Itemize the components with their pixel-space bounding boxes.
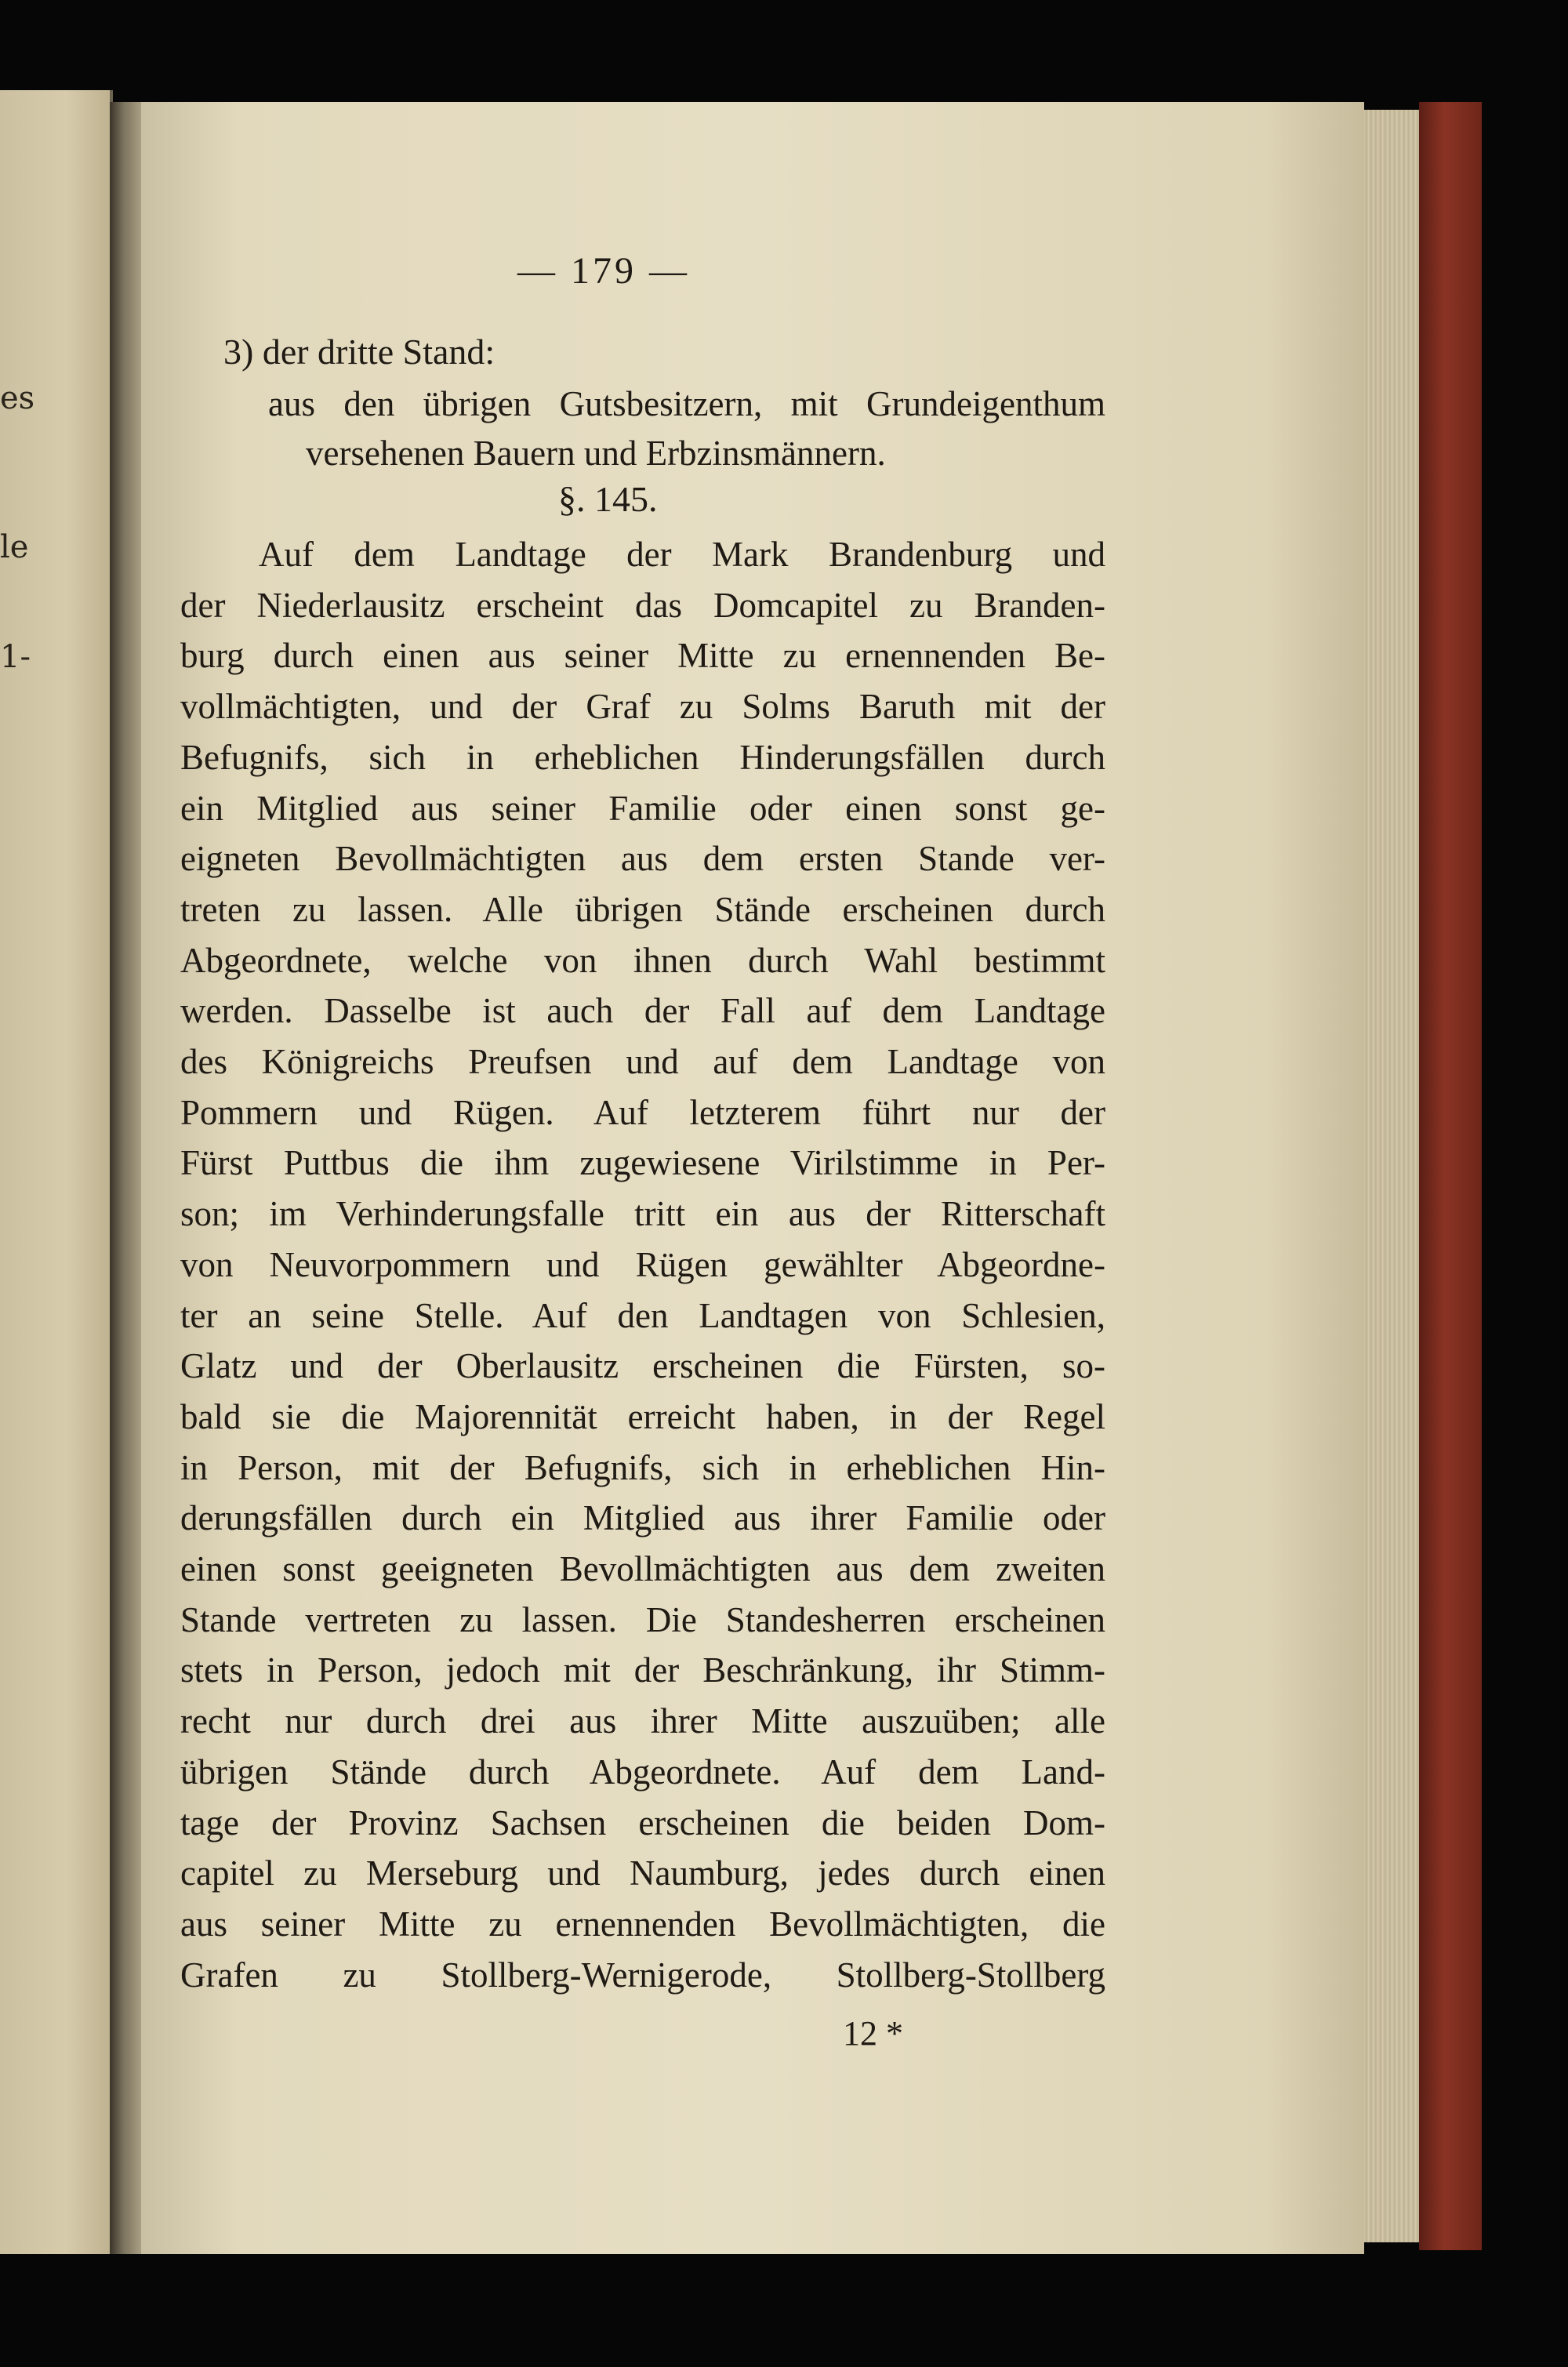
paragraph-line: burg durch einen aus seiner Mitte zu ernennenden Be- bbox=[180, 638, 1105, 675]
paragraph-line: son; im Verhinderungsfalle tritt ein aus der Ritterschaft bbox=[180, 1196, 1105, 1233]
paragraph-line: capitel zu Merseburg und Naumburg, jedes durch einen bbox=[180, 1856, 1105, 1893]
paragraph-line: aus seiner Mitte zu ernennenden Bevollmächtigten, die bbox=[180, 1907, 1105, 1944]
paragraph-line: Befugnifs, sich in erheblichen Hinderungsfällen durch bbox=[180, 740, 1105, 777]
page-block-edges bbox=[1364, 110, 1419, 2242]
paragraph-line: tage der Provinz Sachsen erscheinen die beiden Dom- bbox=[180, 1806, 1105, 1842]
left-fragment: le bbox=[0, 529, 29, 565]
paragraph-line: Glatz und der Oberlausitz erscheinen die Fürsten, so- bbox=[180, 1349, 1105, 1385]
paragraph-line: in Person, mit der Befugnifs, sich in erheblichen Hin- bbox=[180, 1450, 1105, 1487]
paragraph-line: der Niederlausitz erscheint das Domcapitel zu Branden- bbox=[180, 588, 1105, 625]
paragraph-line: recht nur durch drei aus ihrer Mitte auszuüben; alle bbox=[180, 1704, 1105, 1741]
paragraph-line: von Neuvorpommern und Rügen gewählter Abgeordne- bbox=[180, 1247, 1105, 1284]
paragraph-line: eigneten Bevollmächtigten aus dem ersten Stande ver- bbox=[180, 841, 1105, 878]
paragraph-line: übrigen Stände durch Abgeordnete. Auf dem Land- bbox=[180, 1755, 1105, 1792]
paragraph-line: ter an seine Stelle. Auf den Landtagen von Schlesien, bbox=[180, 1298, 1105, 1335]
page-number: — 179 — bbox=[517, 250, 690, 292]
book-cover bbox=[1419, 102, 1482, 2250]
paragraph-line: Auf dem Landtage der Mark Brandenburg und bbox=[259, 537, 1105, 574]
section-heading: §. 145. bbox=[558, 479, 658, 519]
book-gutter bbox=[110, 102, 145, 2254]
paragraph-line: werden. Dasselbe ist auch der Fall auf dem Landtage bbox=[180, 993, 1105, 1030]
previous-page-edge bbox=[0, 90, 113, 2254]
paragraph-line: Grafen zu Stollberg-Wernigerode, Stollberg-Stollberg bbox=[180, 1958, 1105, 1995]
paragraph-line: vollmächtigten, und der Graf zu Solms Baruth mit der bbox=[180, 689, 1105, 726]
paragraph-line: Abgeordnete, welche von ihnen durch Wahl bestimmt bbox=[180, 943, 1105, 980]
left-fragment: es bbox=[0, 380, 35, 416]
paragraph-line: des Königreichs Preufsen und auf dem Landtage von bbox=[180, 1044, 1105, 1081]
paragraph-line: einen sonst geeigneten Bevollmächtigten aus dem zweiten bbox=[180, 1552, 1105, 1588]
list-item-label: 3) der dritte Stand: bbox=[223, 332, 495, 372]
left-fragment: 1- bbox=[0, 639, 31, 675]
paragraph-line: stets in Person, jedoch mit der Beschränkung, ihr Stimm- bbox=[180, 1653, 1105, 1690]
paragraph-line: treten zu lassen. Alle übrigen Stände erscheinen durch bbox=[180, 892, 1105, 929]
paragraph-line: Pommern und Rügen. Auf letzterem führt nur der bbox=[180, 1095, 1105, 1132]
paragraph-line: derungsfällen durch ein Mitglied aus ihrer Familie oder bbox=[180, 1501, 1105, 1537]
list-item-line: aus den übrigen Gutsbesitzern, mit Grundeigenthum bbox=[268, 387, 1105, 423]
paragraph-line: bald sie die Majorennität erreicht haben, in der Regel bbox=[180, 1400, 1105, 1436]
paragraph-line: ein Mitglied aus seiner Familie oder einen sonst ge- bbox=[180, 791, 1105, 828]
signature-mark: 12 * bbox=[843, 2014, 903, 2053]
paragraph-line: Fürst Puttbus die ihm zugewiesene Virilstimme in Per- bbox=[180, 1145, 1105, 1182]
list-item-line: versehenen Bauern und Erbzinsmännern. bbox=[306, 436, 886, 473]
paragraph-line: Stande vertreten zu lassen. Die Standesherren erscheinen bbox=[180, 1603, 1105, 1639]
